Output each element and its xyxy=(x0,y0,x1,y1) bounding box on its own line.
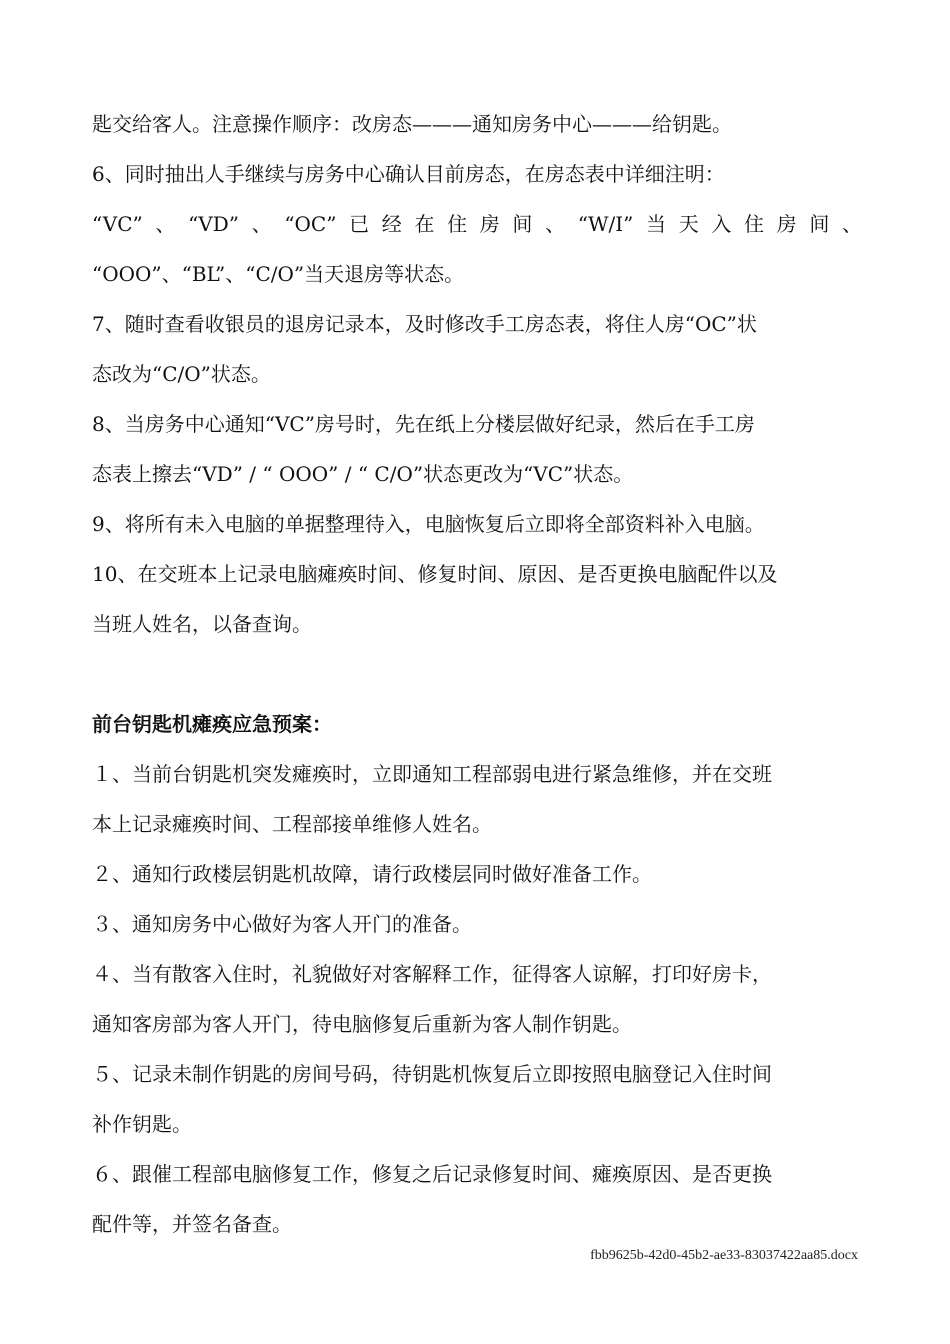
footer-filename: fbb9625b-42d0-45b2-ae33-83037422aa85.docx xyxy=(590,1248,858,1263)
section-line: 补作钥匙。 xyxy=(92,1112,192,1136)
paragraph-line: 7、随时查看收银员的退房记录本，及时修改手工房态表，将住人房“OC”状 xyxy=(92,312,757,336)
paragraph-line: “OOO”、“BL”、“C/O”当天退房等状态。 xyxy=(92,262,465,286)
section-line: １、当前台钥匙机突发瘫痪时，立即通知工程部弱电进行紧急维修，并在交班 xyxy=(92,762,772,786)
section-heading: 前台钥匙机瘫痪应急预案： xyxy=(92,712,332,736)
section-line: ２、通知行政楼层钥匙机故障，请行政楼层同时做好准备工作。 xyxy=(92,862,652,886)
section-line: 配件等，并签名备查。 xyxy=(92,1212,292,1236)
section-line: 通知客房部为客人开门，待电脑修复后重新为客人制作钥匙。 xyxy=(92,1012,632,1036)
paragraph-line: “VC”、“VD”、“OC”已经在住房间、“W/I”当天入住房间、 xyxy=(92,212,862,236)
section-line: ６、跟催工程部电脑修复工作，修复之后记录修复时间、瘫痪原因、是否更换 xyxy=(92,1162,772,1186)
section-line: ４、当有散客入住时，礼貌做好对客解释工作，征得客人谅解，打印好房卡， xyxy=(92,962,772,986)
paragraph-line: 匙交给客人。注意操作顺序：改房态———通知房务中心———给钥匙。 xyxy=(92,112,732,136)
paragraph-line: 态表上擦去“VD” / “ OOO” / “ C/O”状态更改为“VC”状态。 xyxy=(92,462,634,486)
paragraph-line: 8、当房务中心通知“VC”房号时，先在纸上分楼层做好纪录，然后在手工房 xyxy=(92,412,755,436)
paragraph-line: 当班人姓名，以备查询。 xyxy=(92,612,312,636)
section-line: 本上记录瘫痪时间、工程部接单维修人姓名。 xyxy=(92,812,492,836)
section-line: ５、记录未制作钥匙的房间号码，待钥匙机恢复后立即按照电脑登记入住时间 xyxy=(92,1062,772,1086)
paragraph-line: 态改为“C/O”状态。 xyxy=(92,362,271,386)
section-line: ３、通知房务中心做好为客人开门的准备。 xyxy=(92,912,472,936)
paragraph-line: 6、同时抽出人手继续与房务中心确认目前房态，在房态表中详细注明： xyxy=(92,162,725,186)
paragraph-line: 10、在交班本上记录电脑瘫痪时间、修复时间、原因、是否更换电脑配件以及 xyxy=(92,562,778,586)
paragraph-line: 9、将所有未入电脑的单据整理待入，电脑恢复后立即将全部资料补入电脑。 xyxy=(92,512,765,536)
